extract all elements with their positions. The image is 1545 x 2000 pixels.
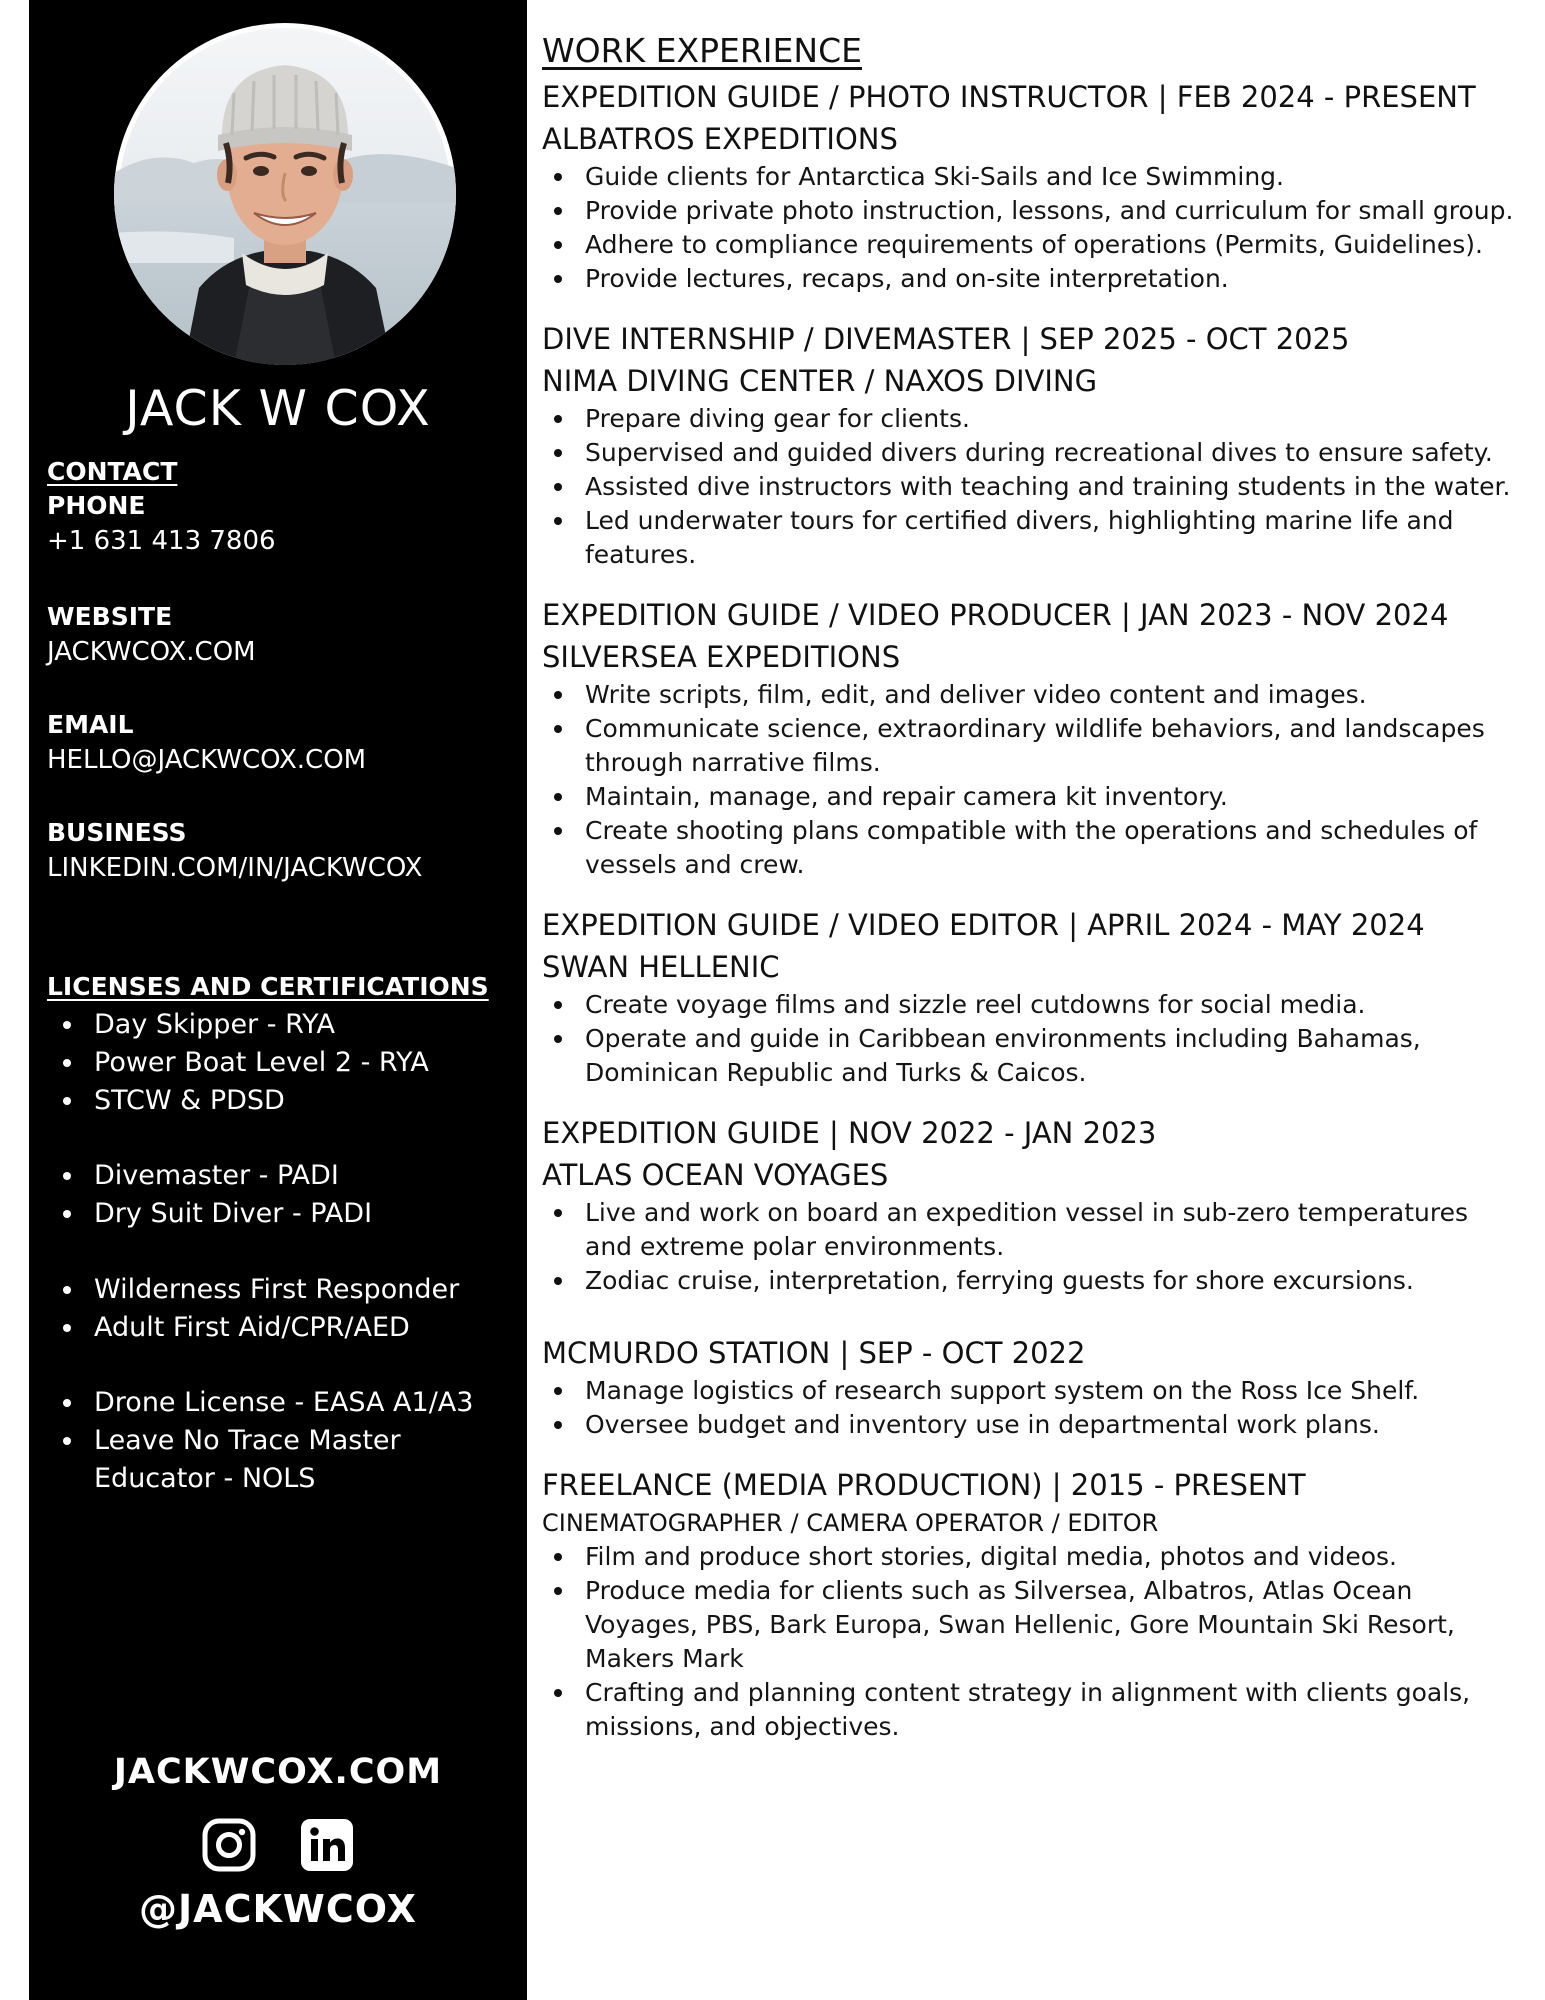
footer-website-link[interactable]: JACKWCOX.COM	[113, 1752, 443, 1792]
job-bullet: Zodiac cruise, interpretation, ferrying guests for shore excursions.	[542, 1264, 1522, 1298]
job-bullet: Live and work on board an expedition vessel in sub-zero temperatures and extreme polar environments.	[542, 1196, 1522, 1264]
website-link[interactable]: JACKWCOX.COM	[47, 637, 256, 667]
job-bullet: Communicate science, extraordinary wildlife behaviors, and landscapes through narrative films.	[542, 712, 1522, 780]
cert-group-1	[47, 1006, 517, 1120]
licenses-heading-block	[47, 970, 517, 1004]
job-company: SWAN HELLENIC	[542, 950, 780, 984]
email-section	[47, 708, 517, 778]
job-title: EXPEDITION GUIDE / PHOTO INSTRUCTOR | FEB 2024 - PRESENT	[542, 80, 1476, 114]
job-company: ALBATROS EXPEDITIONS	[542, 122, 898, 156]
sidebar	[29, 0, 527, 2000]
cert-group-3	[47, 1271, 517, 1347]
business-section	[47, 816, 517, 886]
job-bullet: Write scripts, film, edit, and deliver video content and images.	[542, 678, 1522, 712]
job-entry	[542, 1112, 1522, 1298]
job-bullet: Led underwater tours for certified divers, highlighting marine life and features.	[542, 504, 1522, 572]
job-bullets	[542, 402, 1522, 572]
job-bullet: Maintain, manage, and repair camera kit inventory.	[542, 780, 1522, 814]
cert-item: Divemaster - PADI	[47, 1157, 517, 1195]
job-entry	[542, 76, 1522, 296]
job-entry	[542, 904, 1522, 1090]
job-bullets	[542, 988, 1522, 1090]
cert-item: Drone License - EASA A1/A3	[47, 1384, 477, 1422]
job-bullet: Provide lectures, recaps, and on-site interpretation.	[542, 262, 1522, 296]
job-title: DIVE INTERNSHIP / DIVEMASTER | SEP 2025 - OCT 2025	[542, 322, 1350, 356]
job-company: NIMA DIVING CENTER / NAXOS DIVING	[542, 364, 1098, 398]
job-entry	[542, 594, 1522, 882]
contact-section	[47, 455, 517, 559]
job-company: SILVERSEA EXPEDITIONS	[542, 640, 901, 674]
social-handle[interactable]: @JACKWCOX	[139, 1887, 417, 1931]
phone-label: PHONE	[47, 491, 146, 520]
cert-group-4	[47, 1384, 477, 1498]
work-experience-section	[542, 28, 1522, 1766]
cert-item: Dry Suit Diver - PADI	[47, 1195, 517, 1233]
job-bullet: Prepare diving gear for clients.	[542, 402, 1522, 436]
profile-photo	[114, 23, 456, 365]
job-title: EXPEDITION GUIDE | NOV 2022 - JAN 2023	[542, 1116, 1157, 1150]
cert-item: Adult First Aid/CPR/AED	[47, 1309, 517, 1347]
cert-item: Day Skipper - RYA	[47, 1006, 517, 1044]
job-bullet: Supervised and guided divers during recreational dives to ensure safety.	[542, 436, 1522, 470]
cert-item: Power Boat Level 2 - RYA	[47, 1044, 517, 1082]
job-bullet: Assisted dive instructors with teaching and training students in the water.	[542, 470, 1522, 504]
instagram-icon[interactable]	[202, 1818, 256, 1872]
job-bullet: Crafting and planning content strategy in alignment with clients goals, missions, and objectives.	[542, 1676, 1522, 1744]
website-label: WEBSITE	[47, 602, 173, 631]
job-bullet: Produce media for clients such as Silversea, Albatros, Atlas Ocean Voyages, PBS, Bark Europa, Swan Hellenic, Gore Mountain Ski Resort, Makers Mark	[542, 1574, 1522, 1676]
cert-item: STCW & PDSD	[47, 1082, 517, 1120]
cert-item: Wilderness First Responder	[47, 1271, 517, 1309]
job-company: ATLAS OCEAN VOYAGES	[542, 1158, 889, 1192]
work-experience-heading: WORK EXPERIENCE	[542, 31, 862, 70]
job-entry	[542, 318, 1522, 572]
job-bullet: Create shooting plans compatible with the operations and schedules of vessels and crew.	[542, 814, 1522, 882]
contact-heading: CONTACT	[47, 457, 178, 486]
job-bullets	[542, 678, 1522, 882]
cert-item: Leave No Trace Master Educator - NOLS	[47, 1422, 477, 1498]
business-label: BUSINESS	[47, 818, 187, 847]
cert-group-2	[47, 1157, 517, 1233]
job-bullet: Oversee budget and inventory use in departmental work plans.	[542, 1408, 1522, 1442]
job-bullet: Film and produce short stories, digital media, photos and videos.	[542, 1540, 1522, 1574]
social-links	[29, 1818, 527, 1872]
email-label: EMAIL	[47, 710, 134, 739]
job-title: MCMURDO STATION | SEP - OCT 2022	[542, 1336, 1086, 1370]
job-title: EXPEDITION GUIDE / VIDEO PRODUCER | JAN 2023 - NOV 2024	[542, 598, 1449, 632]
job-bullet: Adhere to compliance requirements of operations (Permits, Guidelines).	[542, 228, 1522, 262]
email-link[interactable]: HELLO@JACKWCOX.COM	[47, 745, 367, 775]
linkedin-icon[interactable]	[300, 1818, 354, 1872]
job-bullets	[542, 1374, 1522, 1442]
job-title: EXPEDITION GUIDE / VIDEO EDITOR | APRIL 2024 - MAY 2024	[542, 908, 1425, 942]
business-link[interactable]: LINKEDIN.COM/IN/JACKWCOX	[47, 853, 423, 883]
job-bullet: Provide private photo instruction, lessons, and curriculum for small group.	[542, 194, 1522, 228]
job-entry	[542, 1464, 1522, 1744]
job-subtitle: CINEMATOGRAPHER / CAMERA OPERATOR / EDITOR	[542, 1509, 1159, 1537]
job-bullet: Operate and guide in Caribbean environments including Bahamas, Dominican Republic and Turks & Caicos.	[542, 1022, 1522, 1090]
job-title: FREELANCE (MEDIA PRODUCTION) | 2015 - PRESENT	[542, 1468, 1306, 1502]
job-bullet: Manage logistics of research support system on the Ross Ice Shelf.	[542, 1374, 1522, 1408]
job-bullet: Create voyage films and sizzle reel cutdowns for social media.	[542, 988, 1522, 1022]
job-entry	[542, 1332, 1522, 1442]
job-bullet: Guide clients for Antarctica Ski-Sails and Ice Swimming.	[542, 160, 1522, 194]
job-bullets	[542, 1540, 1522, 1744]
profile-name: JACK W COX	[125, 380, 431, 437]
job-bullets	[542, 160, 1522, 296]
profile-photo-image	[114, 23, 456, 365]
website-section	[47, 600, 517, 670]
job-bullets	[542, 1196, 1522, 1298]
licenses-heading: LICENSES AND CERTIFICATIONS	[47, 972, 489, 1001]
phone-value[interactable]: +1 631 413 7806	[47, 526, 276, 556]
